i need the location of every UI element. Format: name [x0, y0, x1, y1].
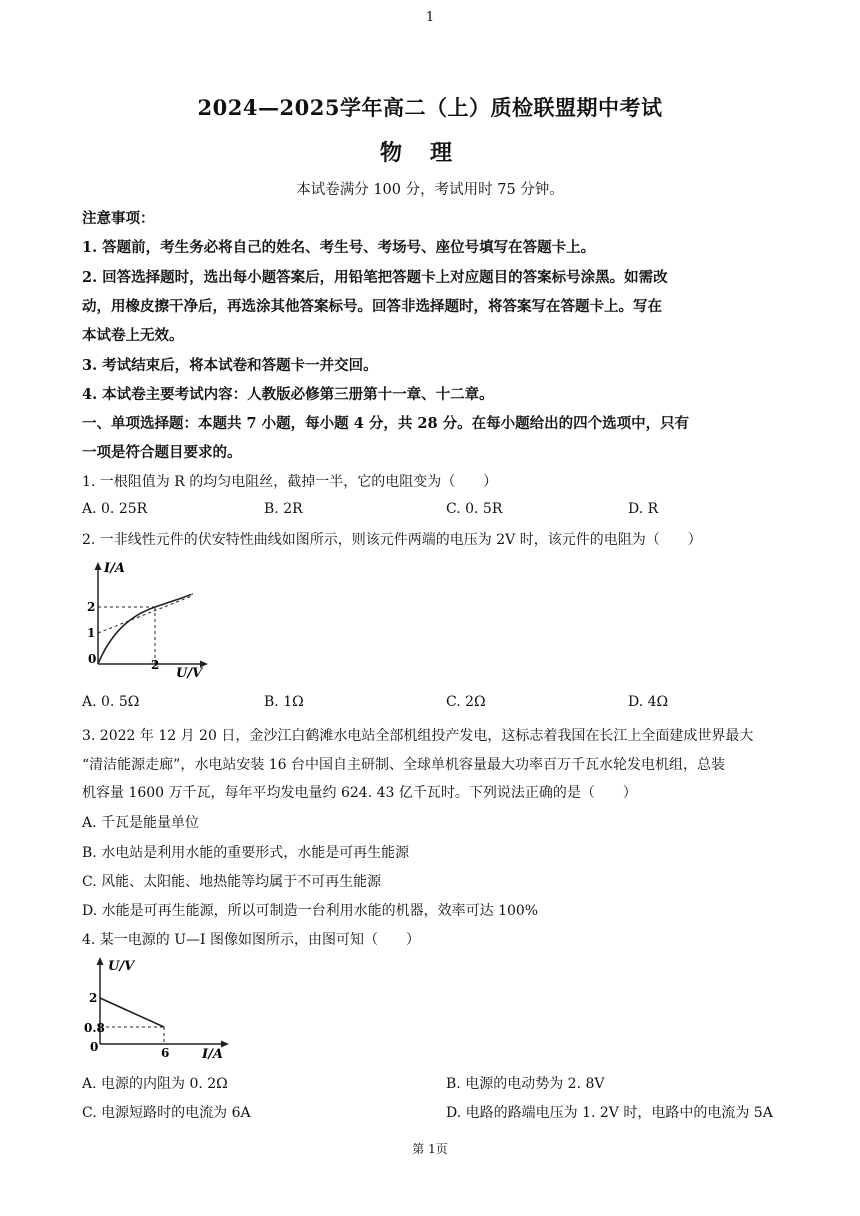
q3-option-b[interactable]: B. 水电站是利用水能的重要形式，水能是可再生能源 — [82, 845, 410, 861]
page-number: 1 — [425, 10, 435, 25]
q2-iu-curve — [98, 594, 192, 664]
q2-option-c[interactable]: C. 2Ω — [446, 694, 486, 710]
notice-2: 2. 回答选择题时，选出每小题答案后，用铅笔把答题卡上对应题目的答案标号涂黑。如需改 — [82, 269, 668, 286]
q4-y-tick-2: 2 — [89, 991, 98, 1005]
q2-tangent-line — [98, 596, 192, 633]
q4-origin: 0 — [90, 1040, 99, 1054]
q1-option-d[interactable]: D. R — [628, 501, 659, 517]
page-footer: 第 1页 — [412, 1142, 448, 1156]
q4-option-d[interactable]: D. 电路的路端电压为 1. 2V 时，电路中的电流为 5A — [446, 1105, 773, 1121]
q2-y-tick-2: 2 — [87, 600, 96, 614]
q4-x-axis-label: I/A — [202, 1047, 223, 1062]
notice-2-cont: 动，用橡皮擦干净后，再选涂其他答案标号。回答非选择题时，将答案写在答题卡上。写在 — [82, 298, 662, 315]
section-heading: 一、单项选择题：本题共 7 小题，每小题 4 分，共 28 分。在每小题给出的四个选项中，只有 — [82, 415, 690, 432]
q4-ui-graph — [84, 954, 234, 1062]
notice-4: 4. 本试卷主要考试内容：人教版必修第三册第十一章、十二章。 — [82, 386, 494, 403]
notice-3: 3. 考试结束后，将本试卷和答题卡一并交回。 — [82, 357, 378, 374]
q2-option-b[interactable]: B. 1Ω — [264, 694, 304, 710]
q4-stem: 4. 某一电源的 U—I 图像如图所示，由图可知（ ） — [82, 932, 421, 948]
q4-y-tick-08: 0.8 — [84, 1021, 105, 1035]
notice-2-end: 本试卷上无效。 — [82, 327, 184, 344]
q1-option-a[interactable]: A. 0. 25R — [82, 501, 148, 517]
q2-y-tick-1: 1 — [87, 626, 96, 640]
q3-stem-2: “清洁能源走廊”，水电站安装 16 台中国自主研制、全球单机容量最大功率百万千瓦水轮发电机组，总装 — [82, 757, 726, 773]
q1-stem: 1. 一根阻值为 R 的均匀电阻丝，截掉一半，它的电阻变为（ ） — [82, 474, 498, 490]
q3-stem-3: 机容量 1600 万千瓦，每年平均发电量约 624. 43 亿千瓦时。下列说法正确的是（ ） — [82, 785, 637, 801]
q4-ui-line — [100, 998, 164, 1027]
q2-iu-graph — [84, 560, 214, 682]
q3-option-d[interactable]: D. 水能是可再生能源，所以可制造一台利用水能的机器，效率可达 100% — [82, 903, 539, 919]
q2-stem: 2. 一非线性元件的伏安特性曲线如图所示，则该元件两端的电压为 2V 时，该元件的电阻为（ ） — [82, 532, 702, 548]
q3-option-a[interactable]: A. 千瓦是能量单位 — [82, 815, 200, 831]
q2-x-axis-label: U/V — [176, 666, 203, 681]
exam-title: 2024—2025学年高二（上）质检联盟期中考试 — [197, 95, 663, 120]
q2-option-d[interactable]: D. 4Ω — [628, 694, 669, 710]
q4-option-a[interactable]: A. 电源的内阻为 0. 2Ω — [82, 1076, 228, 1092]
notice-1: 1. 答题前，考生务必将自己的姓名、考生号、考场号、座位号填写在答题卡上。 — [82, 239, 596, 256]
q4-option-b[interactable]: B. 电源的电动势为 2. 8V — [446, 1076, 605, 1092]
q2-y-axis-label: I/A — [104, 561, 125, 576]
q3-stem-1: 3. 2022 年 12 月 20 日，金沙江白鹤滩水电站全部机组投产发电，这标志着我国在长江上全面建成世界最大 — [82, 728, 754, 744]
q2-x-tick-2: 2 — [151, 658, 160, 672]
q2-option-a[interactable]: A. 0. 5Ω — [82, 694, 140, 710]
q4-option-c[interactable]: C. 电源短路时的电流为 6A — [82, 1105, 251, 1121]
notice-heading: 注意事项： — [82, 210, 155, 227]
subject-title: 物理 — [379, 140, 480, 166]
q4-y-axis-label: U/V — [108, 959, 135, 974]
q4-x-tick-6: 6 — [161, 1046, 170, 1060]
section-heading-cont: 一项是符合题目要求的。 — [82, 444, 242, 461]
q2-origin: 0 — [88, 652, 97, 666]
q1-option-c[interactable]: C. 0. 5R — [446, 501, 503, 517]
q1-option-b[interactable]: B. 2R — [264, 501, 303, 517]
exam-info: 本试卷满分 100 分，考试用时 75 分钟。 — [296, 182, 564, 198]
q3-option-c[interactable]: C. 风能、太阳能、地热能等均属于不可再生能源 — [82, 874, 382, 890]
